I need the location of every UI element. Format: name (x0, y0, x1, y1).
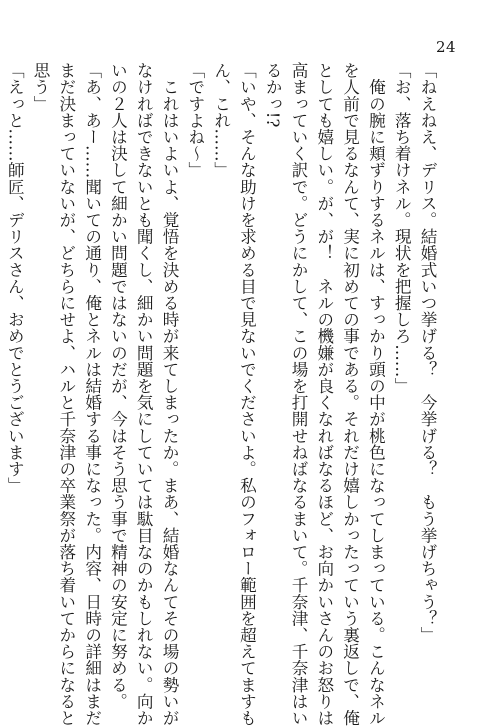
text-line: これはいよいよ、覚悟を決める時が来てしまったか。まあ、結婚なんてその場の勢いが (160, 62, 180, 726)
text-line: 「ですよね～」 (185, 62, 205, 179)
page-number: 24 (436, 38, 457, 56)
text-line: なければできないとも聞くし、細かい問題を気にしていては駄目なのかもしれない。向か (134, 62, 154, 726)
text-line: まだ決まっていないが、どちらにせよ、ハルと千奈津の卒業祭が落ち着いてからになると (56, 62, 76, 726)
text-line: 思う」 (31, 62, 51, 112)
text-line: ん、これ……」 (211, 62, 231, 179)
text-line: るかっ!? (263, 62, 283, 128)
text-line: 「えっと……師匠、デリスさん、おめでとうございます」 (5, 62, 25, 494)
text-line: 高まっていく訳で。どうにかして、この場を打開せねばなるまいて。千奈津、千奈津はい (289, 62, 309, 726)
text-line: 「いや、そんな助けを求める目で見ないでくださいよ。私のフォロー範囲を超えてますも (237, 62, 257, 726)
text-line: としても嬉しい。が、が！ ネルの機嫌が良くなればなるほど、お向かいさんのお怒りは (314, 62, 334, 726)
text-line: 「あ、あー……聞いての通り、俺とネルは結婚する事になった。内容、日時の詳細はまだ (82, 62, 102, 726)
text-line: いの２人は決して細かい問題ではないのだが、今はそう思う事で精神の安定に努める。 (108, 62, 128, 710)
text-line: 俺の腕に頬ずりするネルは、すっかり頭の中が桃色になってしまっている。こんなネル (366, 62, 386, 726)
text-line: を人前で見るなんて、実に初めての事である。それだけ嬉しかったっていう裏返しで、俺 (340, 62, 360, 726)
text-line: 「お、落ち着けネル。現状を把握しろ……」 (392, 62, 412, 394)
novel-text-body (1, 62, 440, 726)
text-line: 「ねえねえ、デリス。結婚式いつ挙げる？ 今挙げる？ もう挙げちゃう？」 (418, 62, 437, 643)
